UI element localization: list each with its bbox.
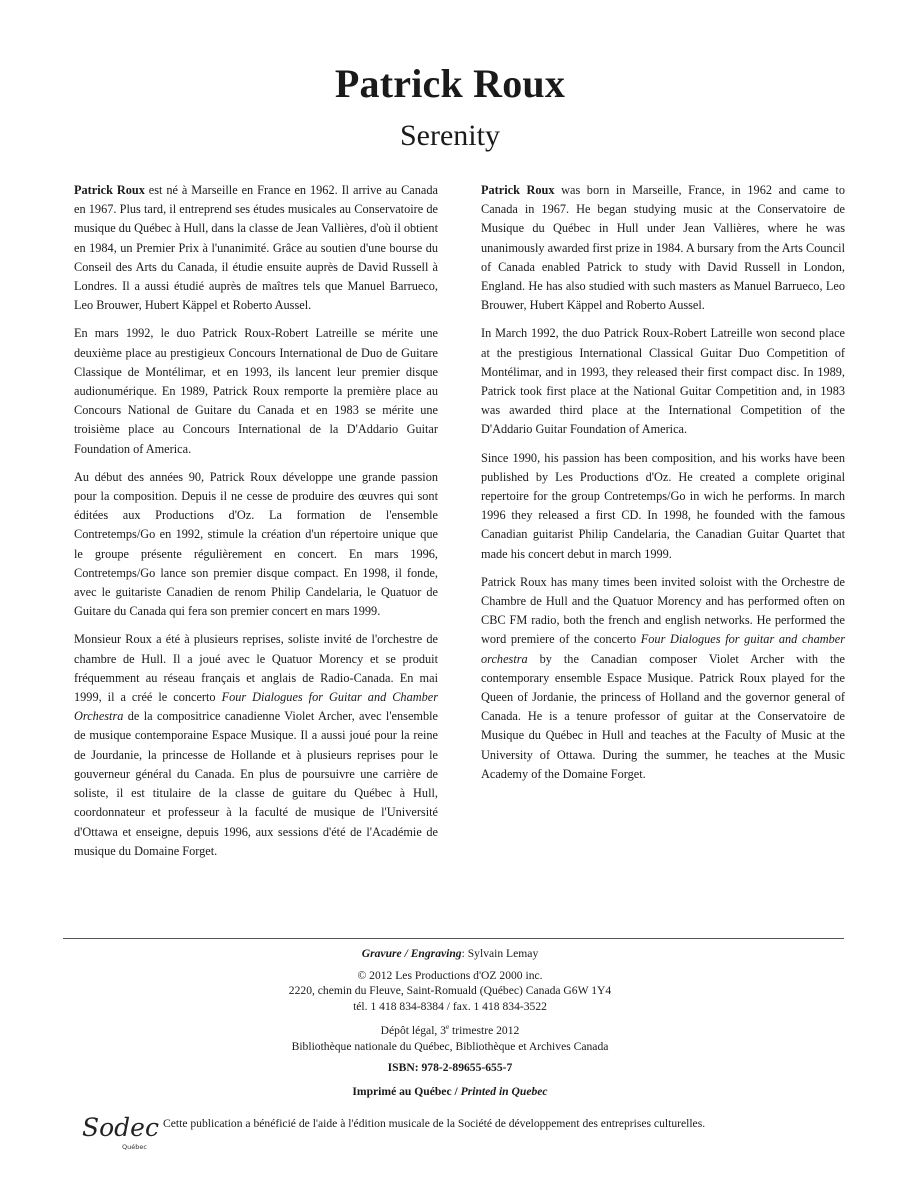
bio-fr-p4-text-b: de la compositrice canadienne Violet Archer, avec l'ensemble de musique contemporaine Espace Musique. Il a aussi joué pour la reine de Jourdanie, la princesse de Hollande et à plusieurs reprises pour le gouverneur général du Canada. En plus de poursuivre une carrière de soliste, il est titulaire de la classe de guitare du Québec à Hull, coordonnateur et professeur à la faculté de musique de l'Université d'Ottawa et enseigne, depuis 1996, aux sessions d'été de l'Académie de musique du Domaine Forget. [74, 709, 438, 858]
publication-footer [0, 946, 900, 1106]
sodec-logo-sub: Québec [122, 1143, 147, 1151]
engraver-name: : Sylvain Lemay [461, 947, 539, 960]
bio-fr-concerto-title: Four Dialogues for Guitar and Chamber Orchestra [74, 690, 439, 724]
work-title: Serenity [400, 119, 500, 152]
bio-en-p1-text: was born in Marseille, France, in 1962 and came to Canada in 1967. He began studying music at the Conservatoire de Musique du Québec in Hull under Jean Vallières, where he was unanimously awarded first prize in 1984. A bursary from the Arts Council of Canada enabled Patrick to study with David Russell in London, England. He has also studied with such masters as Manuel Barrueco, Leo Brouwer, Hubert Käppel and Roberto Aussel. [481, 183, 845, 313]
printed-en: Printed in Quebec [460, 1085, 548, 1099]
legal-deposit-text-a: Dépôt légal, 3 [380, 1024, 447, 1038]
bio-en-paragraph-2: In March 1992, the duo Patrick Roux-Robert Latreille won second place at the prestigious International Classical Guitar Duo Competition of Montélimar, and in 1993, they released their first compact disc. In 1989, Patrick took first place at the National Guitar Competition and, in 1983 was awarded third place at the International Competition of the D'Addario Guitar Foundation of America. [481, 326, 845, 437]
sodec-acknowledgement: Cette publication a bénéficié de l'aide à l'édition musicale de la Société de développement des entreprises culturelles. [163, 1117, 706, 1130]
copyright-line: © 2012 Les Productions d'OZ 2000 inc. [357, 968, 543, 982]
bio-fr-paragraph-4 [74, 630, 438, 860]
bio-en-name: Patrick Roux [481, 183, 555, 197]
libraries-line: Bibliothèque nationale du Québec, Bibliothèque et Archives Canada [291, 1039, 609, 1053]
isbn-block [0, 1060, 900, 1076]
biography-french [74, 181, 438, 870]
sodec-logo-wordmark: Sodec [82, 1113, 159, 1142]
bio-en-p4-text-a: Patrick Roux has many times been invited soloist with the Orchestre de Chambre de Hull and the Quatuor Morency and has performed often on CBC FM radio, both the french and english networks. He performed the word premiere of the concerto [481, 574, 845, 647]
printed-block [0, 1084, 900, 1100]
footer-divider [63, 938, 844, 939]
legal-deposit-line [0, 1020, 900, 1038]
bio-fr-paragraph-3: Au début des années 90, Patrick Roux développe une grande passion pour la composition. Depuis il ne cesse de produire des œuvres qui sont éditées aux Productions d'Oz. La formation de l'ensemble Contretemps/Go en 1992, stimule la création d'un répertoire unique que le groupe présente régulièrement en concert. En mars 1996, Contretemps/Go lance son premier disque compact. En 1998, il fonde, avec le guitariste Canadien de renom Philip Candelaria, le Quatuor de Guitare du Canada qui fera son premier concert en mars 1999. [74, 469, 438, 619]
publisher-block [0, 968, 900, 1015]
engraving-label-fr: Gravure / [361, 947, 411, 960]
publisher-address: 2220, chemin du Fleuve, Saint-Romuald (Québec) Canada G6W 1Y4 [288, 984, 612, 998]
legal-deposit-text-b: trimestre 2012 [449, 1024, 520, 1038]
bio-fr-p4-text-a: Monsieur Roux a été à plusieurs reprises, soliste invité de l'orchestre de chambre de Hull. Il a joué avec le Quatuor Morency et se produit fréquemment au réseau français et anglais de Radio-Canada. En mai 1999, il a créé le concerto [74, 632, 438, 705]
isbn: ISBN: 978-2-89655-655-7 [387, 1061, 513, 1075]
bio-fr-paragraph-1 [74, 181, 438, 315]
bio-fr-p1-text: est né à Marseille en France en 1962. Il arrive au Canada en 1967. Plus tard, il entreprend ses études musicales au Conservatoire de musique du Québec à Hull, dans la classe de Jean Vallières, d'où il obtient en 1984, un Premier Prix à l'unanimité. Grâce au soutien d'une bourse du Conseil des Arts du Canada, il étudie ensuite auprès de David Russell à Londres. Il a aussi étudié auprès de maîtres tels que Manuel Barrueco, Leo Brouwer, Hubert Käppel et Roberto Aussel. [74, 183, 438, 313]
biography-english [481, 181, 845, 793]
printed-fr: Imprimé au Québec / [352, 1085, 461, 1099]
bio-en-paragraph-4 [481, 573, 845, 784]
composer-name: Patrick Roux [334, 61, 566, 106]
bio-en-paragraph-1 [481, 181, 845, 315]
bio-en-p4-text-b: by the Canadian composer Violet Archer with the contemporary ensemble Espace Musique. Patrick Roux played for the Queen of Jordanie, the princess of Holland and the governor general of Canada. He is a tenure professor of guitar at the Conservatoire de Musique du Québec in Hull and teaches at the Faculty of Music at the University of Ottawa. During the summer, he teaches at the Music Academy of the Domaine Forget. [481, 651, 845, 781]
sodec-logo [80, 1108, 160, 1152]
bio-en-concerto-title: Four Dialogues for guitar and chamber orchestra [481, 632, 845, 666]
bio-fr-paragraph-2: En mars 1992, le duo Patrick Roux-Robert Latreille se mérite une deuxième place au prestigieux Concours International de Duo de Guitare Classique de Montélimar, et en 1993, ils lancent leur premier disque audionumérique. En 1989, Patrick Roux remporte la première place au Concours National de Guitare du Canada et en 1983 se mérite une troisième place au Concours International de la D'Addario Guitar Foundation of America. [74, 326, 438, 456]
publisher-phone: tél. 1 418 834-8384 / fax. 1 418 834-3522 [353, 999, 547, 1013]
engraving-label-en: Engraving [410, 947, 462, 960]
bio-fr-name: Patrick Roux [74, 183, 145, 197]
bio-en-paragraph-3: Since 1990, his passion has been composition, and his works have been published by Les Productions d'Oz. He created a complete original repertoire for the group Contretemps/Go in wich he performs. In march 1996 they released a first CD. In 1998, he founded with the famous Canadian guitarist Philip Candelaria, the Canadian Guitar Quartet that made his concert debut in march 1999. [481, 450, 845, 561]
legal-deposit-block [0, 1020, 900, 1054]
legal-deposit-sup: e [446, 1023, 450, 1032]
engraving-credit [0, 946, 900, 962]
